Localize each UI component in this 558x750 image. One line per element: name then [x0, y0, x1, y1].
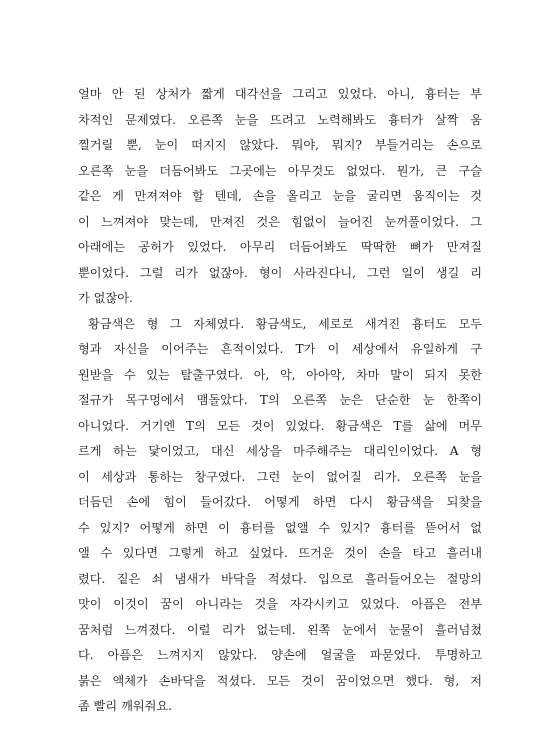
- text-line-3: 찔거릴 뿐, 눈이 떠지지 않았다. 뭐야, 뭐지? 부들거리는 손으로: [78, 138, 482, 152]
- body-text: [78, 82, 482, 720]
- text-line-24: 붉은 액체가 손바닥을 적셨다. 모든 것이 꿈이었으면 했다. 형, 저: [78, 673, 482, 688]
- text-line-15: 르게 하는 닻이었고, 대신 세상을 마주해주는 대리인이었다. A 형: [78, 444, 482, 458]
- text-line-21: 맛이 이것이 꿈이 아니라는 것을 자각시키고 있었다. 아픔은 전부: [78, 597, 482, 611]
- text-line-10: 황금색은 형 그 자체였다. 황금색도, 세로로 새겨진 흉터도 모두: [88, 316, 482, 331]
- text-line-7: 아래에는 공허가 있었다. 아무리 더듬어봐도 딱딱한 뼈가 만져질: [78, 240, 482, 254]
- text-line-5: 같은 게 만져져야 할 텐데, 손을 올리고 눈을 굴리면 움직이는 것: [78, 189, 482, 203]
- text-line-8: 뿐이었다. 그럴 리가 없잖아. 형이 사라진다니, 그런 일이 생길 리: [78, 265, 482, 280]
- text-line-25: 좀 빨리 깨워줘요.: [78, 699, 173, 713]
- text-line-18: 수 있지? 어떻게 하면 이 흉터를 없앨 수 있지? 흉터를 뜯어서 없: [78, 520, 482, 535]
- text-line-13: 절규가 목구멍에서 맴돌았다. T의 오른쪽 눈은 단순한 눈 한쪽이: [78, 393, 482, 407]
- text-line-9: 가 없잖아.: [78, 291, 133, 305]
- text-line-23: 다. 아픔은 느껴지지 않았다. 양손에 얼굴을 파묻었다. 투명하고: [78, 648, 482, 662]
- text-line-20: 렸다. 짙은 쇠 냄새가 바닥을 적셨다. 입으로 흘러들어오는 절망의: [78, 571, 482, 586]
- text-line-17: 더듬던 손에 힘이 들어갔다. 어떻게 하면 다시 황금색을 되찾을: [78, 495, 482, 509]
- text-line-11: 형과 자신을 이어주는 흔적이었다. T가 이 세상에서 유일하게 구: [78, 342, 482, 356]
- text-line-4: 오른쪽 눈을 더듬어봐도 그곳에는 아무것도 없었다. 뭔가, 큰 구슬: [78, 163, 482, 178]
- text-line-22: 꿈처럼 느껴졌다. 이럴 리가 없는데. 왼쪽 눈에서 눈물이 흘러넘쳤: [78, 622, 482, 637]
- text-line-14: 아니었다. 거기엔 T의 모든 것이 있었다. 황금색은 T를 삶에 머무: [78, 418, 482, 433]
- text-line-6: 이 느껴져야 맞는데, 만져진 것은 힘없이 늘어진 눈꺼풀이었다. 그: [78, 214, 482, 229]
- text-line-19: 앨 수 있다면 그렇게 하고 싶었다. 뜨거운 것이 손을 타고 흘러내: [78, 546, 482, 560]
- text-line-12: 원받을 수 있는 탈출구였다. 아, 악, 아아악, 차마 말이 되지 못한: [78, 367, 482, 382]
- text-line-2: 차적인 문제였다. 오른쪽 눈을 뜨려고 노력해봐도 흉터가 살짝 움: [78, 112, 482, 127]
- text-line-1: 얼마 안 된 상처가 짧게 대각선을 그리고 있었다. 아니, 흉터는 부: [78, 87, 482, 101]
- text-line-16: 이 세상과 통하는 창구였다. 그런 눈이 없어질 리가. 오른쪽 눈을: [78, 469, 482, 484]
